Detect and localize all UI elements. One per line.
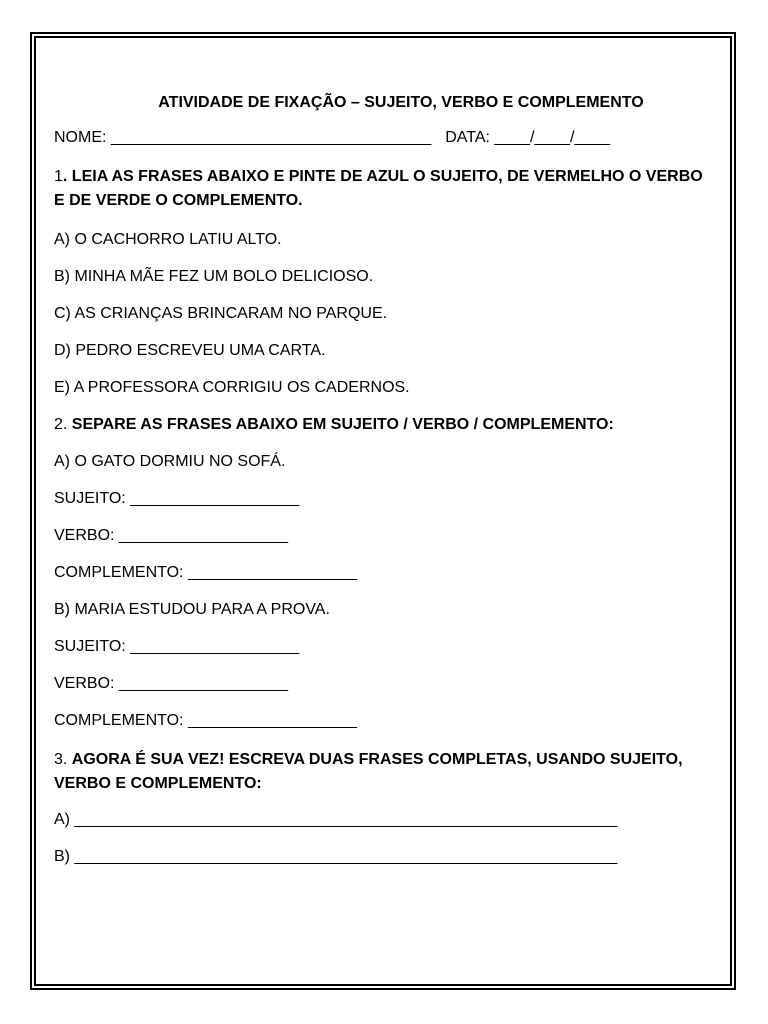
q2-a-verbo-field[interactable]: VERBO: ___________________ (54, 527, 288, 544)
q2-sentence-a: A) O GATO DORMIU NO SOFÁ. (54, 453, 286, 470)
name-date-row (54, 128, 714, 148)
question-2-number: 2. (54, 416, 72, 433)
q2-sentence-b: B) MARIA ESTUDOU PARA A PROVA. (54, 601, 330, 618)
q3-answer-b-field[interactable]: B) _____________________________________________________________ (54, 848, 618, 865)
question-1 (54, 165, 714, 213)
worksheet-title: ATIVIDADE DE FIXAÇÃO – SUJEITO, VERBO E COMPLEMENTO (158, 94, 644, 111)
question-3-text: AGORA É SUA VEZ! ESCREVA DUAS FRASES COMPLETAS, USANDO SUJEITO, VERBO E COMPLEMENTO: (54, 751, 683, 792)
name-field[interactable]: NOME: ____________________________________ (54, 129, 432, 146)
question-1-number: 1 (54, 168, 63, 185)
q1-item-c: C) AS CRIANÇAS BRINCARAM NO PARQUE. (54, 305, 388, 322)
q2-a-complemento-field[interactable]: COMPLEMENTO: ___________________ (54, 564, 358, 581)
question-2-text: SEPARE AS FRASES ABAIXO EM SUJEITO / VERBO / COMPLEMENTO: (71, 416, 614, 433)
q1-item-d: D) PEDRO ESCREVEU UMA CARTA. (54, 342, 326, 359)
question-1-text: . LEIA AS FRASES ABAIXO E PINTE DE AZUL O SUJEITO, DE VERMELHO O VERBO E DE VERDE O COMPLEMENTO. (54, 168, 703, 209)
question-3-number: 3. (54, 751, 72, 768)
q3-answer-a-field[interactable]: A) _____________________________________________________________ (54, 811, 618, 828)
date-field[interactable]: DATA: ____/____/____ (445, 129, 611, 146)
q1-item-a: A) O CACHORRO LATIU ALTO. (54, 231, 282, 248)
worksheet-content (54, 93, 714, 884)
question-2 (54, 415, 714, 435)
q2-b-complemento-field[interactable]: COMPLEMENTO: ___________________ (54, 712, 358, 729)
q1-item-e: E) A PROFESSORA CORRIGIU OS CADERNOS. (54, 379, 410, 396)
q2-b-verbo-field[interactable]: VERBO: ___________________ (54, 675, 288, 692)
q1-item-b: B) MINHA MÃE FEZ UM BOLO DELICIOSO. (54, 268, 374, 285)
question-3 (54, 748, 714, 796)
q2-a-sujeito-field[interactable]: SUJEITO: ___________________ (54, 490, 300, 507)
q2-b-sujeito-field[interactable]: SUJEITO: ___________________ (54, 638, 300, 655)
